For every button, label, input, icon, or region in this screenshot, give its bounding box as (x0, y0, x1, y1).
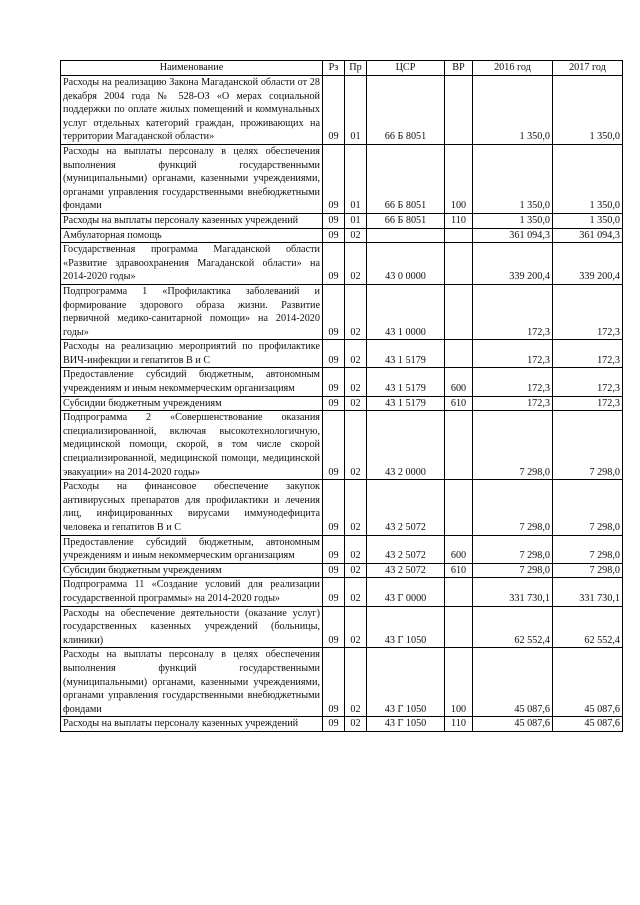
cell-2016: 7 298,0 (473, 480, 553, 535)
table-row (61, 563, 623, 578)
cell-vr: 600 (445, 368, 473, 396)
table-row (61, 368, 623, 396)
cell-vr (445, 606, 473, 648)
cell-csr: 43 1 0000 (367, 284, 445, 339)
table-row (61, 213, 623, 228)
cell-2017: 45 087,6 (553, 648, 623, 717)
cell-name: Амбулаторная помощь (61, 228, 323, 243)
cell-2016: 62 552,4 (473, 606, 553, 648)
cell-pr: 02 (345, 606, 367, 648)
cell-pr: 02 (345, 340, 367, 368)
cell-2017: 62 552,4 (553, 606, 623, 648)
cell-csr: 66 Б 8051 (367, 213, 445, 228)
cell-2016: 1 350,0 (473, 76, 553, 145)
cell-vr (445, 284, 473, 339)
cell-rz: 09 (323, 535, 345, 563)
header-2016: 2016 год (473, 61, 553, 76)
cell-name: Субсидии бюджетным учреждениям (61, 563, 323, 578)
cell-pr: 02 (345, 578, 367, 606)
cell-pr: 02 (345, 717, 367, 732)
cell-rz: 09 (323, 563, 345, 578)
header-name: Наименование (61, 61, 323, 76)
cell-rz: 09 (323, 368, 345, 396)
cell-pr: 01 (345, 213, 367, 228)
table-row (61, 243, 623, 285)
cell-csr: 66 Б 8051 (367, 144, 445, 213)
cell-2017: 1 350,0 (553, 213, 623, 228)
cell-name: Государственная программа Магаданской области «Развитие здравоохранения Магаданской области» на 2014-2020 годы» (61, 243, 323, 285)
table-row (61, 340, 623, 368)
cell-vr (445, 76, 473, 145)
cell-2016: 45 087,6 (473, 648, 553, 717)
cell-rz: 09 (323, 243, 345, 285)
cell-name: Подпрограмма 1 «Профилактика заболеваний и формирование здорового образа жизни. Развитие первичной медико-санитарной помощи» на 2014-2020 годы» (61, 284, 323, 339)
cell-pr: 02 (345, 480, 367, 535)
cell-2017: 172,3 (553, 340, 623, 368)
table-row (61, 480, 623, 535)
cell-name: Расходы на финансовое обеспечение закупок антивирусных препаратов для профилактики и лечения лиц, инфицированных вирусами иммунодефицита человека и гепатитов В и С (61, 480, 323, 535)
cell-pr: 02 (345, 228, 367, 243)
cell-rz: 09 (323, 717, 345, 732)
cell-pr: 02 (345, 563, 367, 578)
header-vr: ВР (445, 61, 473, 76)
cell-vr (445, 480, 473, 535)
cell-2017: 7 298,0 (553, 411, 623, 480)
cell-csr: 43 Г 0000 (367, 578, 445, 606)
budget-document (60, 60, 623, 732)
cell-name: Подпрограмма 2 «Совершенствование оказания специализированной, включая высокотехнологичную, медицинской помощи, скорой, в том числе скорой специализированной, медицинской помощи, медицинской эвакуации» на 2014-2020 годы» (61, 411, 323, 480)
cell-pr: 01 (345, 76, 367, 145)
cell-csr: 43 1 5179 (367, 396, 445, 411)
cell-rz: 09 (323, 578, 345, 606)
cell-vr: 610 (445, 563, 473, 578)
table-row (61, 411, 623, 480)
cell-2017: 7 298,0 (553, 563, 623, 578)
cell-2017: 361 094,3 (553, 228, 623, 243)
cell-csr: 43 1 5179 (367, 368, 445, 396)
cell-2017: 45 087,6 (553, 717, 623, 732)
header-2017: 2017 год (553, 61, 623, 76)
cell-name: Предоставление субсидий бюджетным, автономным учреждениям и иным некоммерческим организациям (61, 368, 323, 396)
cell-vr: 110 (445, 717, 473, 732)
budget-table (60, 60, 623, 732)
cell-2017: 1 350,0 (553, 144, 623, 213)
cell-rz: 09 (323, 480, 345, 535)
cell-rz: 09 (323, 648, 345, 717)
table-row (61, 396, 623, 411)
cell-csr: 43 0 0000 (367, 243, 445, 285)
cell-2017: 172,3 (553, 396, 623, 411)
cell-vr (445, 340, 473, 368)
cell-rz: 09 (323, 340, 345, 368)
cell-2016: 1 350,0 (473, 144, 553, 213)
cell-name: Предоставление субсидий бюджетным, автономным учреждениям и иным некоммерческим организациям (61, 535, 323, 563)
header-row (61, 61, 623, 76)
cell-2016: 172,3 (473, 340, 553, 368)
cell-2017: 7 298,0 (553, 535, 623, 563)
cell-csr: 43 2 5072 (367, 563, 445, 578)
cell-name: Расходы на выплаты персоналу в целях обеспечения выполнения функций государственными (муниципальными) органами, казенными учреждениями, органами управления государственными внебюджетными фондами (61, 144, 323, 213)
cell-vr: 100 (445, 144, 473, 213)
cell-2016: 361 094,3 (473, 228, 553, 243)
cell-csr: 43 2 5072 (367, 480, 445, 535)
table-row (61, 648, 623, 717)
table-row (61, 284, 623, 339)
cell-2017: 1 350,0 (553, 76, 623, 145)
table-row (61, 535, 623, 563)
cell-pr: 02 (345, 648, 367, 717)
cell-name: Расходы на реализацию мероприятий по профилактике ВИЧ-инфекции и гепатитов В и С (61, 340, 323, 368)
cell-2016: 7 298,0 (473, 563, 553, 578)
cell-vr (445, 411, 473, 480)
cell-csr: 43 Г 1050 (367, 717, 445, 732)
cell-name: Расходы на выплаты персоналу в целях обеспечения выполнения функций государственными (муниципальными) органами, казенными учреждениями, органами управления государственными внебюджетными фондами (61, 648, 323, 717)
header-csr: ЦСР (367, 61, 445, 76)
cell-csr: 66 Б 8051 (367, 76, 445, 145)
cell-2017: 7 298,0 (553, 480, 623, 535)
cell-pr: 02 (345, 368, 367, 396)
cell-rz: 09 (323, 213, 345, 228)
cell-vr: 610 (445, 396, 473, 411)
cell-2016: 331 730,1 (473, 578, 553, 606)
cell-pr: 02 (345, 396, 367, 411)
cell-2016: 172,3 (473, 368, 553, 396)
cell-2017: 331 730,1 (553, 578, 623, 606)
cell-csr: 43 1 5179 (367, 340, 445, 368)
cell-2016: 1 350,0 (473, 213, 553, 228)
cell-2016: 45 087,6 (473, 717, 553, 732)
cell-pr: 02 (345, 411, 367, 480)
cell-pr: 01 (345, 144, 367, 213)
cell-name: Субсидии бюджетным учреждениям (61, 396, 323, 411)
cell-pr: 02 (345, 535, 367, 563)
cell-name: Расходы на выплаты персоналу казенных учреждений (61, 213, 323, 228)
cell-csr: 43 Г 1050 (367, 648, 445, 717)
cell-pr: 02 (345, 284, 367, 339)
cell-csr: 43 2 5072 (367, 535, 445, 563)
table-body (61, 76, 623, 732)
cell-rz: 09 (323, 144, 345, 213)
cell-2016: 7 298,0 (473, 535, 553, 563)
cell-rz: 09 (323, 228, 345, 243)
cell-rz: 09 (323, 411, 345, 480)
table-row (61, 717, 623, 732)
table-row (61, 144, 623, 213)
cell-name: Подпрограмма 11 «Создание условий для реализации государственной программы» на 2014-2020 годы» (61, 578, 323, 606)
cell-vr: 110 (445, 213, 473, 228)
cell-2017: 172,3 (553, 284, 623, 339)
cell-rz: 09 (323, 606, 345, 648)
cell-rz: 09 (323, 284, 345, 339)
cell-2016: 172,3 (473, 284, 553, 339)
cell-vr: 600 (445, 535, 473, 563)
cell-vr (445, 228, 473, 243)
cell-rz: 09 (323, 76, 345, 145)
cell-csr: 43 Г 1050 (367, 606, 445, 648)
table-row (61, 76, 623, 145)
cell-rz: 09 (323, 396, 345, 411)
table-row (61, 606, 623, 648)
cell-2016: 172,3 (473, 396, 553, 411)
cell-name: Расходы на выплаты персоналу казенных учреждений (61, 717, 323, 732)
cell-name: Расходы на реализацию Закона Магаданской области от 28 декабря 2004 года № 528-ОЗ «О мерах социальной поддержки по оплате жилых помещений и коммунальных услуг отдельных категорий граждан, проживающих на территории Магаданской области» (61, 76, 323, 145)
cell-2017: 339 200,4 (553, 243, 623, 285)
cell-2016: 339 200,4 (473, 243, 553, 285)
cell-csr: 43 2 0000 (367, 411, 445, 480)
cell-vr (445, 578, 473, 606)
cell-vr: 100 (445, 648, 473, 717)
cell-pr: 02 (345, 243, 367, 285)
cell-vr (445, 243, 473, 285)
table-row (61, 578, 623, 606)
cell-csr (367, 228, 445, 243)
header-pr: Пр (345, 61, 367, 76)
cell-name: Расходы на обеспечение деятельности (оказание услуг) государственных казенных учреждений (больницы, клиники) (61, 606, 323, 648)
cell-2016: 7 298,0 (473, 411, 553, 480)
header-rz: Рз (323, 61, 345, 76)
table-row (61, 228, 623, 243)
cell-2017: 172,3 (553, 368, 623, 396)
